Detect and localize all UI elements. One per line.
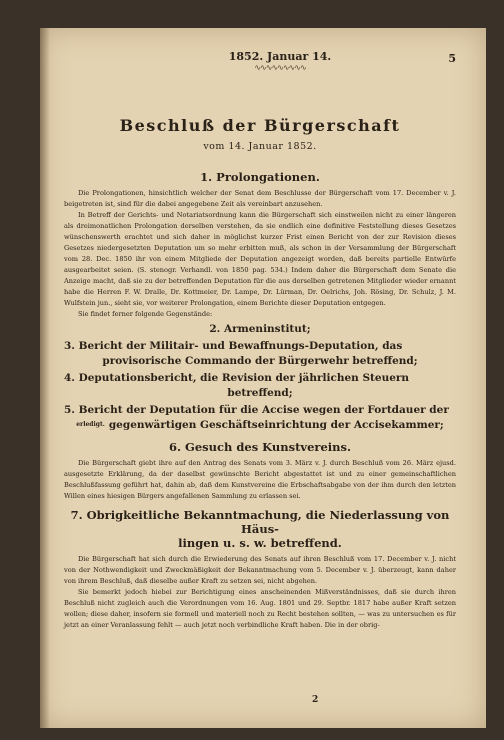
item-4 [64,371,456,401]
item-4-line-1: 4. Deputationsbericht, die Revision der jährlichen Steuern [64,372,410,384]
item-4-line-2: betreffend; [227,387,293,399]
section-1-paragraph-1: Die Prolongationen, hinsichtlich welcher der Senat dem Beschlusse der Bürgerschaft vom 17. December v. J. beigetreten ist, sind für die dabei angegebene Zeit als vereinbart anzusehen. [64,189,456,208]
running-title: 1852. Januar 14. [228,50,332,63]
item-3-line-2: provisorische Commando der Bürgerwehr betreffend; [102,355,418,367]
signature-mark: 2 [312,695,319,705]
page-content [64,116,456,631]
section-7-paragraph-2: Sie bemerkt jedoch hiebei zur Berichtigung eines anscheinenden Mißverständnisses, daß sie durch ihren Beschluß nicht zugleich auch die Verordnungen vom 16. Aug. 1801 und 29. Septbr. 1817 habe außer Kraft setzen wollen; diese daher, insofern sie formell und materiell noch zu Recht bestehen sollten, — was zu untersuchen es für jetzt an einer Veranlassung fehlt — auch jetzt noch verbindliche Kraft haben. Die in der obrig- [64,588,456,629]
section-1-paragraph-3: Sie findet ferner folgende Gegenstände: [78,310,213,318]
document-page [40,28,486,728]
document-date: vom 14. Januar 1852. [203,141,317,152]
item-5-line-2-text: gegenwärtigen Geschäftseinrichtung der Accisekammer; [108,419,444,431]
item-5-line-1: 5. Bericht der Deputation für die Accise wegen der Fortdauer der [64,404,449,416]
item-3-line-1: 3. Bericht der Militair- und Bewaffnungs-Deputation, das [64,340,403,352]
page-number: 5 [448,52,456,65]
section-7-heading-line-1: 7. Obrigkeitliche Bekanntmachung, die Niederlassung von Häus- [70,508,450,536]
section-1-heading: 1. Prolongationen. [200,170,320,184]
section-1-paragraph-2: In Betreff der Gerichts- und Notariatsordnung kann die Bürgerschaft sich einstweilen nicht zu einer längeren als dreimonatlichen Prolongation derselben verstehen, da sie endlich eine definitive Feststellung dieses Gesetzes wünschenswerth erachtet und sich daher in möglichst kurzer Frist einen Bericht von der zur Revision dieses Gesetzes niedergesetzten Deputation um so mehr erbitten muß, als schon in der Versammlung der Bürgerschaft vom 28. Dec. 1850 ihr von einem Mitgliede der Deputation angezeigt worden, daß bereits partielle Entwürfe ausgearbeitet seien. (S. stenogr. Verhandl. von 1850 pag. 534.) Indem daher die Bürgerschaft dem Senate die Anzeige macht, daß sie zu der betreffenden Deputation für die aus derselben getretenen Mitglieder wieder ernannt habe die Herren F. W. Dralle, Dr. Kottmeier, Dr. Lampe, Dr. Lürman, Dr. Oelrichs, Joh. Rösing, Dr. Schulz, J. M. Wulfstein jun., sieht sie, vor weiterer Prolongation, einem Berichte dieser Deputation entgegen. [64,211,456,307]
item-5-line-2 [64,418,456,434]
item-5-margin-note: erledigt. [76,421,105,428]
ornament-rule: ∿∿∿∿∿∿∿∿∿ [254,63,306,72]
page-gutter-shadow [40,28,50,728]
section-6-paragraph-1: Die Bürgerschaft giebt ihre auf den Antrag des Senats vom 3. März v. J. durch Beschluß vom 26. März ejusd. ausgesetzte Erklärung, da der daselbst gewünschte Bericht abgestattet ist und zu einer gemeinschaftlichen Beschlußfassung geführt hat, dahin ab, daß dem Kunstvereine die Erbschaftsabgabe von der ihm durch den letzten Willen eines hiesigen Bürgers angefallenen Sammlung zu erlassen sei. [64,459,456,500]
running-head [170,50,390,72]
document-title: Beschluß der Bürgerschaft [119,116,401,135]
section-7-heading [64,508,456,550]
section-6-heading: 6. Gesuch des Kunstvereins. [168,440,352,454]
item-5 [64,403,456,434]
section-7-paragraph-1: Die Bürgerschaft hat sich durch die Erwiederung des Senats auf ihren Beschluß vom 17. December v. J. nicht von der Nothwendigkeit und Zweckmäßigkeit der Bekanntmachung vom 5. December v. J. überzeugt, kann daher von ihrem Beschluß, daß dieselbe außer Kraft zu setzen sei, nicht abgehen. [64,555,456,585]
item-3 [64,339,456,369]
section-7-heading-line-2: lingen u. s. w. betreffend. [178,536,342,550]
item-2: 2. Armeninstitut; [209,323,311,335]
